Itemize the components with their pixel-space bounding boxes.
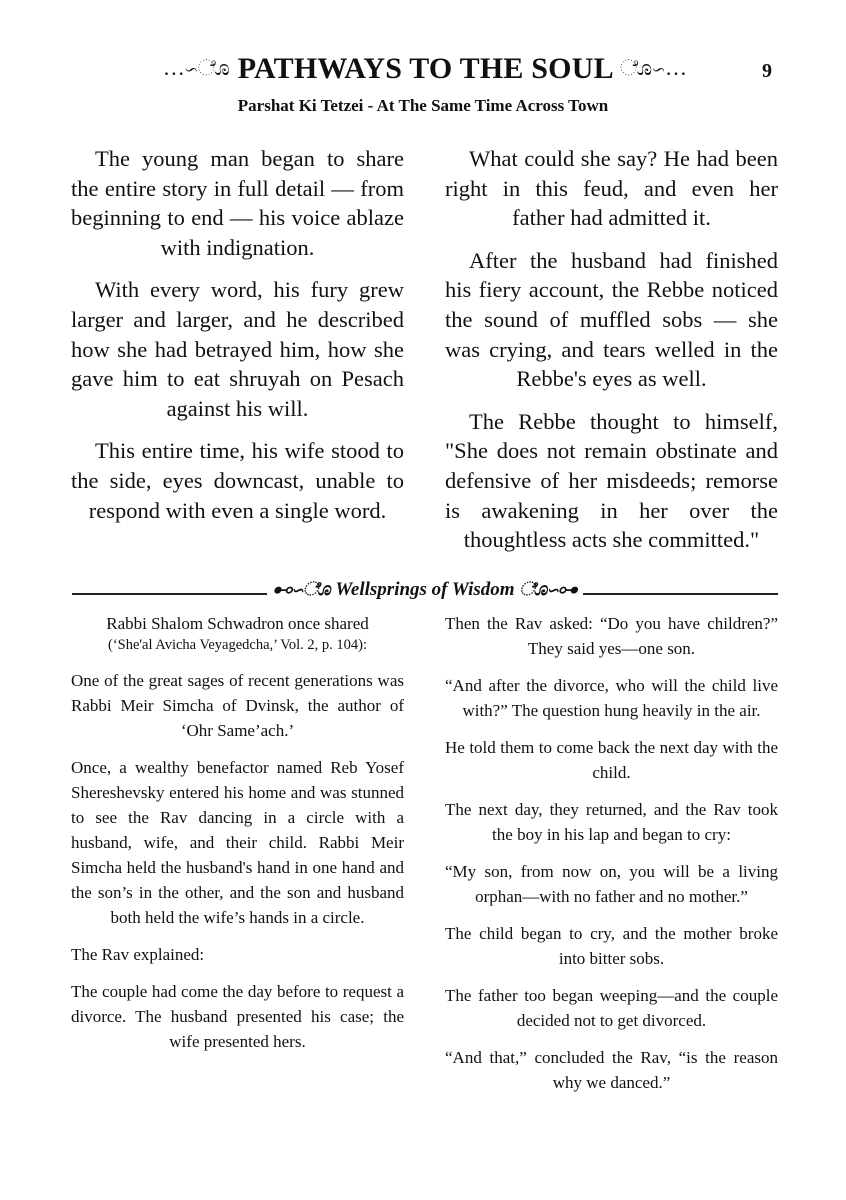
- paragraph: After the husband had finished his fiery account, the Rebbe noticed the sound of muffled sobs — she was crying, and tears welled in the Rebbe's eyes as well.: [445, 247, 778, 392]
- divider-ornament-right-icon: ೊ∽⊶: [519, 579, 577, 600]
- page-number: 9: [762, 60, 772, 82]
- source-citation: (‘She'al Avicha Veyagedcha,’ Vol. 2, p. 104):: [108, 637, 367, 653]
- paragraph: “And that,” concluded the Rav, “is the reason why we danced.”: [445, 1048, 778, 1092]
- paragraph: He told them to come back the next day with the child.: [445, 738, 778, 782]
- paragraph: The father too began weeping—and the couple decided not to get divorced.: [445, 986, 778, 1030]
- paragraph: This entire time, his wife stood to the side, eyes downcast, unable to respond with even a single word.: [71, 438, 404, 523]
- upper-left-column: [71, 144, 404, 538]
- section-title: Wellsprings of Wisdom: [335, 579, 515, 600]
- upper-right-column: [445, 144, 778, 568]
- ornament-left-icon: …∽ೊ: [162, 55, 230, 80]
- paragraph: “And after the divorce, who will the child live with?” The question hung heavily in the air.: [445, 676, 778, 720]
- paragraph: The Rebbe thought to himself, "She does not remain obstinate and defensive of her misdeeds; remorse is awakening in her over the thoughtless acts she committed.": [445, 408, 778, 553]
- lower-left-column: [71, 611, 404, 1066]
- paragraph: What could she say? He had been right in this feud, and even her father had admitted it.: [445, 146, 778, 231]
- intro-line: Rabbi Shalom Schwadron once shared: [106, 614, 369, 633]
- publication-title: PATHWAYS TO THE SOUL: [237, 52, 613, 85]
- paragraph: The young man began to share the entire story in full detail — from beginning to end — his voice ablaze with indignation.: [71, 146, 404, 260]
- paragraph: The child began to cry, and the mother broke into bitter sobs.: [445, 924, 778, 968]
- paragraph: One of the great sages of recent generations was Rabbi Meir Simcha of Dvinsk, the author of ‘Ohr Same’ach.’: [71, 671, 404, 740]
- running-title: [130, 52, 720, 86]
- ornament-right-icon: ೊ∽…: [619, 55, 688, 80]
- paragraph: The couple had come the day before to request a divorce. The husband presented his case; the wife presented hers.: [71, 982, 404, 1051]
- article-subtitle: Parshat Ki Tetzei - At The Same Time Across Town: [237, 96, 609, 115]
- paragraph: Then the Rav asked: “Do you have children?” They said yes—one son.: [445, 614, 778, 658]
- lower-right-column: [445, 611, 778, 1107]
- paragraph: Once, a wealthy benefactor named Reb Yosef Shereshevsky entered his home and was stunned to see the Rav dancing in a circle with a husband, wife, and their child. Rabbi Meir Simcha held the husband's hand in one hand and the son’s in the other, and the son and husband both held the wife’s hands in a circle.: [71, 758, 404, 927]
- paragraph: “My son, from now on, you will be a living orphan—with no father and no mother.”: [445, 862, 778, 906]
- section-divider: [72, 579, 778, 607]
- divider-ornament-left-icon: ⊷∽ೊ: [273, 579, 331, 600]
- paragraph: The Rav explained:: [71, 945, 205, 964]
- paragraph: With every word, his fury grew larger and larger, and he described how she had betrayed him, how she gave him to eat shruyah on Pesach against his will.: [71, 277, 404, 421]
- paragraph: The next day, they returned, and the Rav took the boy in his lap and began to cry:: [445, 800, 778, 844]
- section-heading: [267, 579, 583, 601]
